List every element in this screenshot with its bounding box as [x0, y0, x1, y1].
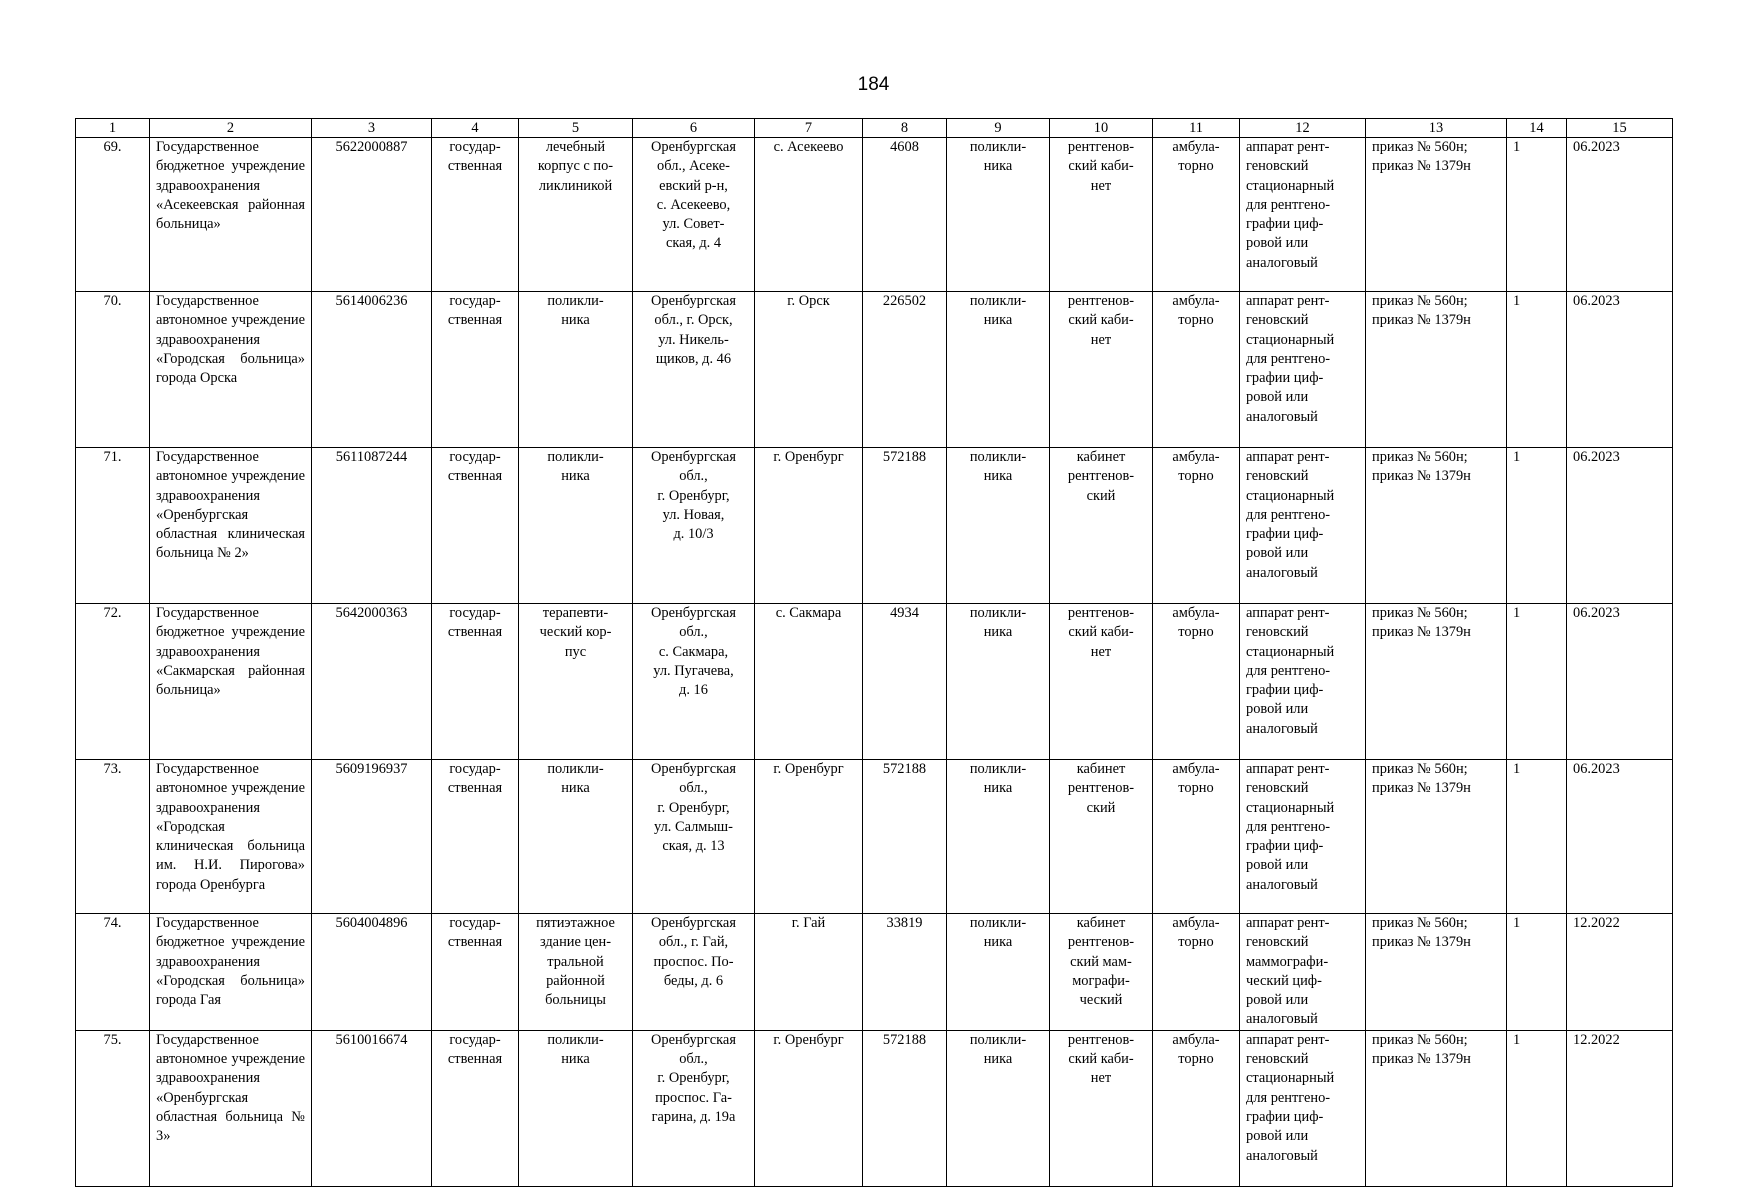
- subdivision: [947, 604, 1050, 760]
- row-number: 70.: [76, 292, 150, 448]
- building-text: пятиэтажное здание цен- тральной районной больницы: [536, 915, 615, 1009]
- ownership: [432, 292, 519, 448]
- building-text: терапевти- ческий кор- пус: [539, 605, 612, 660]
- institution-name: Государственное бюджетное учреждение здравоохранения «Сакмарская районная больница»: [150, 604, 312, 760]
- column-header: 3: [312, 119, 432, 138]
- subdivision-text: поликли- ника: [969, 761, 1027, 797]
- inn: 5609196937: [312, 760, 432, 914]
- room: [1050, 914, 1153, 1031]
- locality: г. Оренбург: [755, 760, 863, 914]
- table-row: [76, 448, 1673, 604]
- building-text: поликли- ника: [547, 449, 604, 485]
- room: [1050, 448, 1153, 604]
- subdivision-text: поликли- ника: [969, 605, 1027, 641]
- date: 06.2023: [1567, 138, 1673, 292]
- date: 06.2023: [1567, 292, 1673, 448]
- orders: [1366, 292, 1507, 448]
- building: [519, 138, 633, 292]
- address-text: Оренбургская обл., г. Гай, проспос. По- беды, д. 6: [651, 915, 736, 989]
- address: [633, 604, 755, 760]
- institution-name: Государственное автономное учреждение здравоохранения «Оренбургская областная больница № 3»: [150, 1030, 312, 1186]
- building: [519, 914, 633, 1031]
- subdivision-text: поликли- ника: [969, 449, 1027, 485]
- building-text: поликли- ника: [547, 293, 604, 329]
- ownership-text: государ- ственная: [447, 761, 503, 797]
- quantity: 1: [1507, 914, 1567, 1031]
- inn: 5642000363: [312, 604, 432, 760]
- date: 12.2022: [1567, 914, 1673, 1031]
- room: [1050, 1030, 1153, 1186]
- room-text: рентгенов- ский каби- нет: [1067, 605, 1135, 660]
- room: [1050, 604, 1153, 760]
- address-text: Оренбургская обл., Асеке- евский р-н, с. Асекеево, ул. Совет- ская, д. 4: [651, 139, 736, 252]
- column-header: 12: [1240, 119, 1366, 138]
- address-text: Оренбургская обл., г. Орск, ул. Никель- щиков, д. 46: [651, 293, 736, 367]
- population: 572188: [863, 760, 947, 914]
- mode-text: амбула- торно: [1172, 293, 1220, 329]
- subdivision: [947, 760, 1050, 914]
- population: 572188: [863, 1030, 947, 1186]
- orders-text: приказ № 560н; приказ № 1379н: [1372, 1031, 1471, 1068]
- date: 06.2023: [1567, 448, 1673, 604]
- subdivision: [947, 914, 1050, 1031]
- table-row: [76, 138, 1673, 292]
- mode-text: амбула- торно: [1172, 1031, 1220, 1068]
- mode-text: амбула- торно: [1172, 761, 1220, 797]
- subdivision-text: поликли- ника: [969, 1031, 1027, 1068]
- table-row: [76, 914, 1673, 1031]
- building: [519, 1030, 633, 1186]
- address-text: Оренбургская обл., г. Оренбург, ул. Новая, д. 10/3: [651, 449, 736, 543]
- mode-text: амбула- торно: [1172, 915, 1220, 951]
- quantity: 1: [1507, 138, 1567, 292]
- column-header: 10: [1050, 119, 1153, 138]
- quantity: 1: [1507, 604, 1567, 760]
- population: 226502: [863, 292, 947, 448]
- subdivision-text: поликли- ника: [969, 915, 1027, 951]
- quantity: 1: [1507, 760, 1567, 914]
- institution-name: Государственное автономное учреждение здравоохранения «Городская клиническая больница им. Н.И. Пирогова» города Оренбурга: [150, 760, 312, 914]
- equipment-text: аппарат рент- геновский маммографи- ческий циф- ровой или аналоговый: [1246, 915, 1330, 1028]
- table-row: [76, 292, 1673, 448]
- room-text: рентгенов- ский каби- нет: [1067, 293, 1135, 348]
- orders-text: приказ № 560н; приказ № 1379н: [1372, 139, 1471, 175]
- column-header: 1: [76, 119, 150, 138]
- mode-text: амбула- торно: [1172, 139, 1220, 175]
- ownership-text: государ- ственная: [447, 1031, 503, 1068]
- row-number: 74.: [76, 914, 150, 1031]
- equipment-text: аппарат рент- геновский стационарный для рентгено- графии циф- ровой или аналоговый: [1246, 1031, 1335, 1164]
- mode: [1153, 760, 1240, 914]
- room-text: рентгенов- ский каби- нет: [1067, 139, 1135, 194]
- building-text: поликли- ника: [547, 761, 604, 797]
- locality: г. Оренбург: [755, 1030, 863, 1186]
- address-text: Оренбургская обл., г. Оренбург, проспос. Га- гарина, д. 19а: [651, 1031, 736, 1125]
- column-header: 2: [150, 119, 312, 138]
- column-header: 6: [633, 119, 755, 138]
- subdivision-text: поликли- ника: [969, 139, 1027, 175]
- inn: 5604004896: [312, 914, 432, 1031]
- institution-name: Государственное бюджетное учреждение здравоохранения «Асекеевская районная больница»: [150, 138, 312, 292]
- ownership: [432, 138, 519, 292]
- locality: г. Гай: [755, 914, 863, 1031]
- address: [633, 138, 755, 292]
- column-header: 9: [947, 119, 1050, 138]
- equipment: [1240, 760, 1366, 914]
- subdivision: [947, 1030, 1050, 1186]
- ownership-text: государ- ственная: [447, 139, 503, 175]
- mode: [1153, 138, 1240, 292]
- inn: 5610016674: [312, 1030, 432, 1186]
- equipment: [1240, 1030, 1366, 1186]
- address: [633, 914, 755, 1031]
- locality: г. Орск: [755, 292, 863, 448]
- table-row: [76, 1030, 1673, 1186]
- table-row: [76, 604, 1673, 760]
- mode: [1153, 1030, 1240, 1186]
- date: 12.2022: [1567, 1030, 1673, 1186]
- room: [1050, 138, 1153, 292]
- inn: 5622000887: [312, 138, 432, 292]
- column-header: 15: [1567, 119, 1673, 138]
- column-header: 11: [1153, 119, 1240, 138]
- orders: [1366, 138, 1507, 292]
- population: 4934: [863, 604, 947, 760]
- quantity: 1: [1507, 292, 1567, 448]
- subdivision-text: поликли- ника: [969, 293, 1027, 329]
- orders: [1366, 914, 1507, 1031]
- column-header: 14: [1507, 119, 1567, 138]
- row-number: 71.: [76, 448, 150, 604]
- row-number: 73.: [76, 760, 150, 914]
- population: 4608: [863, 138, 947, 292]
- orders-text: приказ № 560н; приказ № 1379н: [1372, 761, 1471, 797]
- mode-text: амбула- торно: [1172, 605, 1220, 641]
- column-header: 13: [1366, 119, 1507, 138]
- equipment: [1240, 138, 1366, 292]
- building-text: поликли- ника: [547, 1031, 604, 1068]
- page-number: 184: [857, 74, 890, 95]
- address: [633, 760, 755, 914]
- orders-text: приказ № 560н; приказ № 1379н: [1372, 915, 1471, 951]
- orders-text: приказ № 560н; приказ № 1379н: [1372, 293, 1471, 329]
- orders: [1366, 448, 1507, 604]
- equipment-text: аппарат рент- геновский стационарный для рентгено- графии циф- ровой или аналоговый: [1246, 605, 1335, 737]
- address-text: Оренбургская обл., г. Оренбург, ул. Салмыш- ская, д. 13: [651, 761, 736, 855]
- mode: [1153, 914, 1240, 1031]
- column-header: 8: [863, 119, 947, 138]
- date: 06.2023: [1567, 604, 1673, 760]
- inn: 5614006236: [312, 292, 432, 448]
- ownership-text: государ- ственная: [447, 605, 503, 641]
- equipment-text: аппарат рент- геновский стационарный для рентгено- графии циф- ровой или аналоговый: [1246, 449, 1335, 581]
- room: [1050, 760, 1153, 914]
- equipment-text: аппарат рент- геновский стационарный для рентгено- графии циф- ровой или аналоговый: [1246, 139, 1335, 271]
- ownership: [432, 914, 519, 1031]
- locality: с. Сакмара: [755, 604, 863, 760]
- locality: г. Оренбург: [755, 448, 863, 604]
- ownership: [432, 760, 519, 914]
- mode: [1153, 604, 1240, 760]
- institution-name: Государственное автономное учреждение здравоохранения «Оренбургская областная клиническая больница № 2»: [150, 448, 312, 604]
- inn: 5611087244: [312, 448, 432, 604]
- ownership: [432, 1030, 519, 1186]
- orders: [1366, 760, 1507, 914]
- room-text: кабинет рентгенов- ский: [1067, 761, 1135, 816]
- subdivision: [947, 448, 1050, 604]
- quantity: 1: [1507, 1030, 1567, 1186]
- subdivision: [947, 138, 1050, 292]
- row-number: 75.: [76, 1030, 150, 1186]
- ownership-text: государ- ственная: [447, 915, 503, 951]
- building: [519, 292, 633, 448]
- table-row: [76, 760, 1673, 914]
- column-header: 7: [755, 119, 863, 138]
- column-header: 5: [519, 119, 633, 138]
- ownership: [432, 448, 519, 604]
- population: 33819: [863, 914, 947, 1031]
- room-text: кабинет рентгенов- ский: [1067, 449, 1135, 504]
- equipment: [1240, 914, 1366, 1031]
- building: [519, 760, 633, 914]
- address: [633, 448, 755, 604]
- address: [633, 292, 755, 448]
- address: [633, 1030, 755, 1186]
- row-number: 69.: [76, 138, 150, 292]
- orders: [1366, 1030, 1507, 1186]
- equipment: [1240, 292, 1366, 448]
- equipment-text: аппарат рент- геновский стационарный для рентгено- графии циф- ровой или аналоговый: [1246, 293, 1335, 425]
- institution-name: Государственное бюджетное учреждение здравоохранения «Городская больница» города Гая: [150, 914, 312, 1031]
- subdivision: [947, 292, 1050, 448]
- header-row: [76, 119, 1673, 138]
- building-text: лечебный корпус с по- ликлиникой: [537, 139, 614, 194]
- ownership: [432, 604, 519, 760]
- mode-text: амбула- торно: [1172, 449, 1220, 485]
- mode: [1153, 448, 1240, 604]
- date: 06.2023: [1567, 760, 1673, 914]
- quantity: 1: [1507, 448, 1567, 604]
- orders: [1366, 604, 1507, 760]
- equipment: [1240, 604, 1366, 760]
- address-text: Оренбургская обл., с. Сакмара, ул. Пугачева, д. 16: [651, 605, 736, 699]
- orders-text: приказ № 560н; приказ № 1379н: [1372, 449, 1471, 485]
- building: [519, 448, 633, 604]
- ownership-text: государ- ственная: [447, 293, 503, 329]
- ownership-text: государ- ственная: [447, 449, 503, 485]
- room-text: кабинет рентгенов- ский мам- мографи- ческий: [1067, 915, 1135, 1009]
- mode: [1153, 292, 1240, 448]
- room: [1050, 292, 1153, 448]
- population: 572188: [863, 448, 947, 604]
- room-text: рентгенов- ский каби- нет: [1067, 1031, 1135, 1087]
- orders-text: приказ № 560н; приказ № 1379н: [1372, 605, 1471, 641]
- institution-name: Государственное автономное учреждение здравоохранения «Городская больница» города Орска: [150, 292, 312, 448]
- equipment: [1240, 448, 1366, 604]
- registry-table: [75, 118, 1673, 1187]
- column-header: 4: [432, 119, 519, 138]
- building: [519, 604, 633, 760]
- row-number: 72.: [76, 604, 150, 760]
- equipment-text: аппарат рент- геновский стационарный для рентгено- графии циф- ровой или аналоговый: [1246, 761, 1335, 893]
- locality: с. Асекеево: [755, 138, 863, 292]
